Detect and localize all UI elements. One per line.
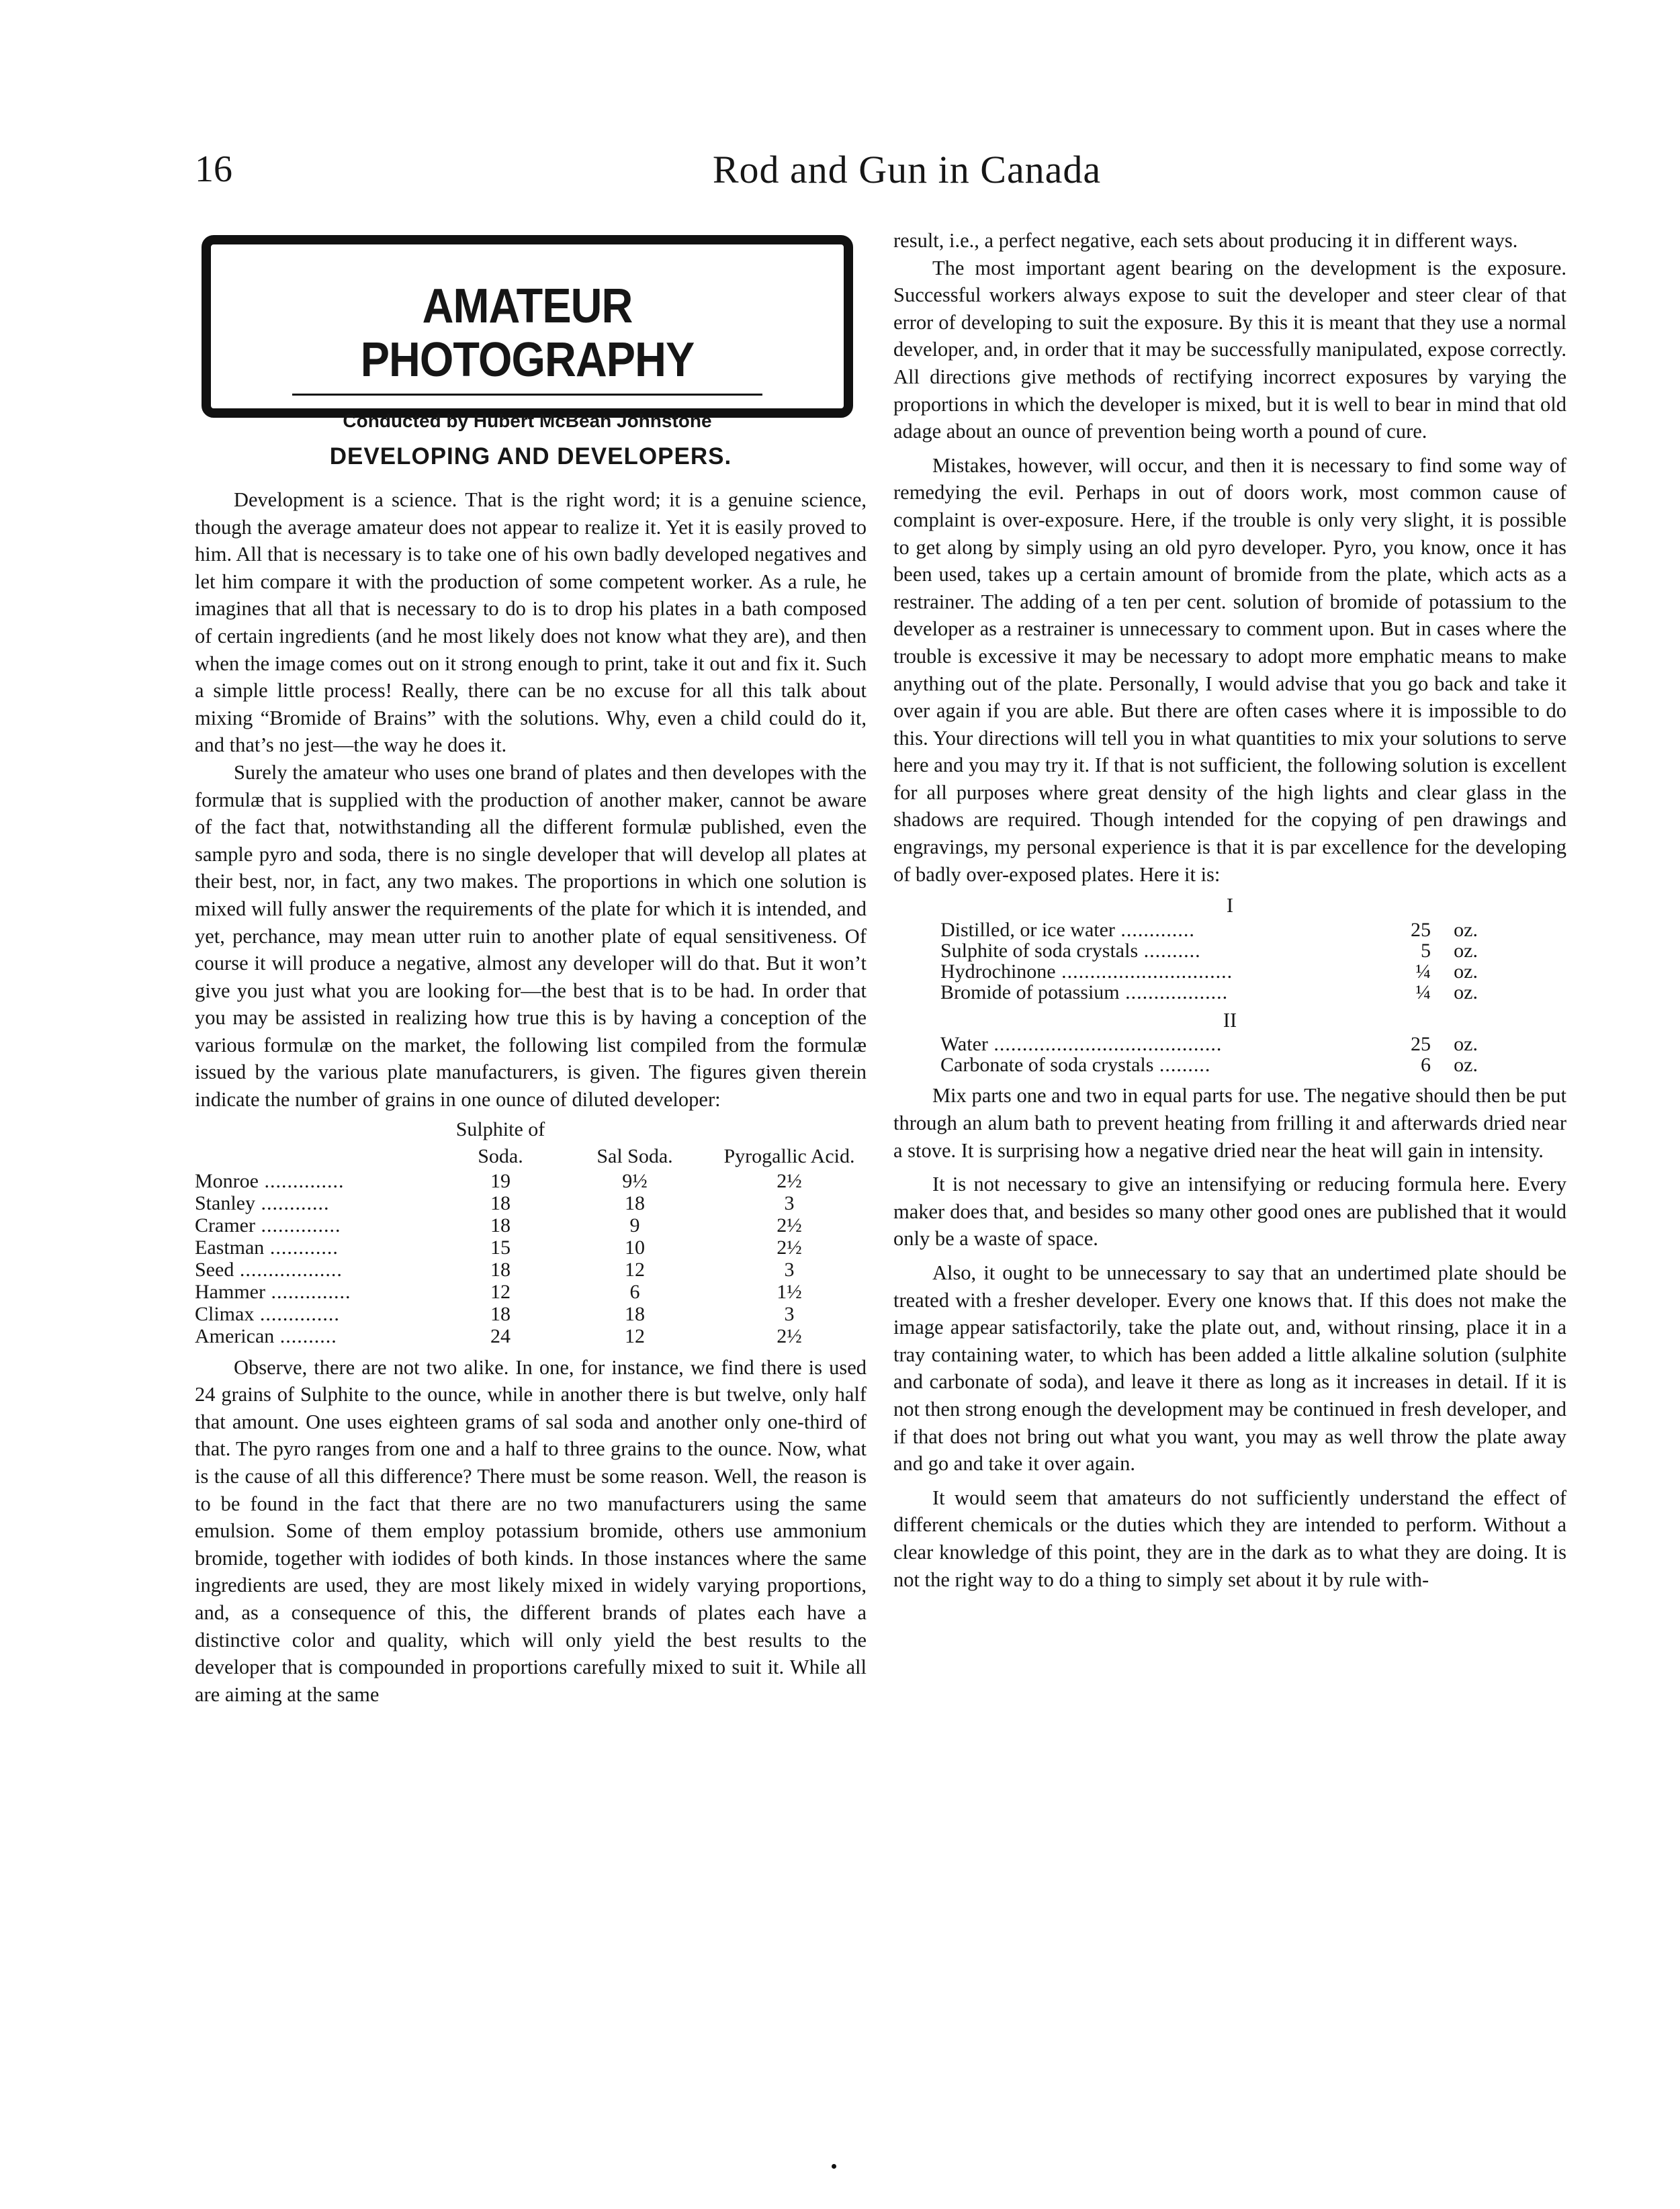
leader-dots: .............................. xyxy=(1055,960,1233,983)
table-row xyxy=(195,1325,860,1347)
leader-dots: ............ xyxy=(264,1236,339,1259)
formula-ingredient xyxy=(940,1054,1384,1075)
table-cell-sal-soda: 12 xyxy=(625,1258,645,1281)
formula-quantity: ¼ xyxy=(1415,981,1431,1003)
formula-unit: oz. xyxy=(1454,918,1478,941)
table-cell-sal-soda: 10 xyxy=(625,1236,645,1259)
formula-quantity: ¼ xyxy=(1415,960,1431,983)
table-cell-pyro: 3 xyxy=(784,1302,795,1325)
table-row xyxy=(195,1259,860,1281)
ingredient-name: Carbonate of soda crystals xyxy=(940,1054,1154,1077)
table-cell-pyro: 2½ xyxy=(777,1169,802,1192)
table-row xyxy=(195,1303,860,1325)
table-row xyxy=(195,1214,860,1236)
formula-ingredient xyxy=(940,961,1384,982)
formula-row xyxy=(940,940,1478,961)
leader-dots: .............. xyxy=(258,1169,345,1192)
paragraph: Development is a science. That is the right word; it is a genuine science, though the average amateur does not appear to realize it. Yet it is easily proved to him. All that is necessary is to take one of his own badly developed negatives and let him compare it with the production of some competent worker. As a rule, he imagines that all that is necessary to do is to drop his plates in a bath composed of certain ingredients (and he most likely does not know what they are), and then when the image comes out on it strong enough to print, take it out and fix it. Such a simple little process! Really, there can be no excuse for all this talk about mixing “Bromide of Brains” with the solutions. Why, even a child could do it, and that’s no jest—the way he does it. xyxy=(195,488,867,757)
leader-dots: ............ xyxy=(255,1191,330,1214)
table-cell-maker xyxy=(195,1170,450,1192)
table-header-cell: Pyrogallic Acid. xyxy=(723,1144,855,1167)
table-row xyxy=(195,1236,860,1259)
maker-name: Monroe xyxy=(195,1169,259,1192)
leader-dots: .............. xyxy=(265,1280,351,1303)
table-cell-pyro: 3 xyxy=(784,1191,795,1214)
maker-name: American xyxy=(195,1324,275,1347)
formula-unit: oz. xyxy=(1454,981,1478,1003)
table-cell-sal-soda: 12 xyxy=(625,1324,645,1347)
maker-name: Stanley xyxy=(195,1191,255,1214)
formula-ingredient xyxy=(940,982,1384,1003)
formula-quantity: 25 xyxy=(1411,918,1431,941)
formula-part-one xyxy=(940,919,1478,1003)
running-head: Rod and Gun in Canada xyxy=(712,148,1102,191)
table-cell-sulphite: 19 xyxy=(490,1169,511,1192)
paragraph: Also, it ought to be unnecessary to say that an undertimed plate should be treated with a fresher developer. Every one knows that. If this does not make the image appear satisfactorily, take the plate out, and, without rinsing, place it in a tray containing water, to which has been added a little alkaline solution (sulphite and carbonate of soda), and leave it there as long as it increases in detail. If it is not then strong enough the development may be continued in fresh developer, and if that does not bring out what you want, you may as well throw the plate away and go and take it over again. xyxy=(893,1261,1566,1476)
table-cell-pyro: 2½ xyxy=(777,1214,802,1236)
formula-row xyxy=(940,919,1478,940)
formula-quantity: 5 xyxy=(1421,939,1431,962)
ingredient-name: Sulphite of soda crystals xyxy=(940,939,1139,962)
leader-dots: .............. xyxy=(255,1214,341,1236)
table-row xyxy=(195,1170,860,1192)
paragraph: The most important agent bearing on the development is the exposure. Successful workers always expose to suit the developer and steer clear of that error of developing to suit the exposure. By this it is meant that they use a normal developer, and, in order that it may be successfully manipulated, expose correctly. All directions give methods of rectifying incorrect exposures by varying the proportions in which the developer is mixed, but it is well to bear in mind that old adage about an ounce of prevention being worth a pound of cure. xyxy=(893,256,1566,443)
formula-part-two-label: II xyxy=(1223,1008,1237,1032)
table-cell-maker xyxy=(195,1214,450,1236)
table-row xyxy=(195,1192,860,1214)
table-cell-sulphite: 15 xyxy=(490,1236,511,1259)
page-number: 16 xyxy=(195,148,232,190)
table-cell-sulphite: 18 xyxy=(490,1258,511,1281)
paragraph: result, i.e., a perfect negative, each sets about producing it in different ways. xyxy=(893,229,1518,252)
table-cell-sulphite: 18 xyxy=(490,1214,511,1236)
table-cell-sulphite: 18 xyxy=(490,1191,511,1214)
banner-rule xyxy=(292,394,762,396)
maker-name: Climax xyxy=(195,1302,255,1325)
grains-table xyxy=(195,1116,860,1347)
right-column xyxy=(893,227,1566,1593)
formula-row xyxy=(940,982,1478,1003)
paragraph: Observe, there are not two alike. In one, for instance, we find there is used 24 grains of Sulphite to the ounce, while in another there is but twelve, only half that amount. One uses eighteen grams of sal soda and another only one-third of that. The pyro ranges from one and a half to three grains to the ounce. Now, what is the cause of all this difference? There must be some reason. Well, the reason is to be found in the fact that there are no two manufacturers using the same emulsion. Some of them employ potassium bromide, others use ammonium bromide, together with iodides of both kinds. In those instances where the same ingredients are used, they are most likely mixed in widely varying proportions, and, as a consequence of this, the different brands of plates each have a distinctive color and quality, which will only yield the best results to the developer that is compounded in proportions carefully mixed to suit it. While all are aiming at the same xyxy=(195,1355,867,1706)
formula-part-two xyxy=(940,1034,1478,1075)
formula-quantity: 25 xyxy=(1411,1033,1431,1056)
ingredient-name: Bromide of potassium xyxy=(940,981,1120,1003)
paragraph: Surely the amateur who uses one brand of plates and then developes with the formulæ that is supplied with the production of another maker, cannot be aware of the fact that, notwithstanding all the different formulæ published, even the sample pyro and soda, there is no single developer that will develop all plates at their best, nor, in fact, any two makes. The proportions in which one solution is mixed will fully answer the requirements of the plate for which it is intended, and yet, perchance, may mean utter ruin to another plate of equal sensitiveness. Of course it will produce a negative, almost any developer will do that. But it won’t give you just what you are looking for—the best that is to be had. In order that you may be assisted in realizing how true this is by having a conception of the various formulæ on the market, the following list compiled from the formulæ issued by the various plate manufacturers, is given. The figures given therein indicate the number of grains in one ounce of diluted developer: xyxy=(195,760,867,1112)
formula-unit: oz. xyxy=(1454,1033,1478,1056)
leader-dots: .............. xyxy=(254,1302,340,1325)
table-cell-maker xyxy=(195,1325,450,1347)
table-cell-sulphite: 24 xyxy=(490,1324,511,1347)
table-cell-pyro: 3 xyxy=(784,1258,795,1281)
leader-dots: .......... xyxy=(274,1324,337,1347)
ingredient-name: Hydrochinone xyxy=(940,960,1056,983)
formula-row xyxy=(940,1054,1478,1075)
table-cell-maker xyxy=(195,1303,450,1325)
formula-ingredient xyxy=(940,940,1384,961)
paragraph: Mistakes, however, will occur, and then it is necessary to find some way of remedying the evil. Perhaps in out of doors work, most common cause of complaint is over-exposure. Here, if the trouble is only very slight, it is possible to get along by simply using an old pyro developer. Pyro, you know, once it has been used, takes up a certain amount of bromide from the plate, which acts as a restrainer. The adding of a ten per cent. solution of bromide of potassium to the developer as a restrainer is unnecessary to comment upon. But in cases where the trouble is excessive it may be necessary to adopt more emphatic means to make anything out of the plate. Personally, I would advise that you go back and take it over again if you are able. But there are often cases where it is impossible to do this. Your directions will tell you in what quantities to mix your solutions to serve here and you may try it. If that is not sufficient, the following solution is excellent for all purposes where great density of the high lights and clear glass in the shadows are required. Though intended for the copying of pen drawings and engravings, my personal experience is that it is par excellence for the developing of badly over-exposed plates. Here it is: xyxy=(893,453,1566,886)
formula-row xyxy=(940,1034,1478,1054)
banner-subtitle: Conducted by Hubert McBean Johnstone xyxy=(343,410,712,431)
table-cell-maker xyxy=(195,1192,450,1214)
article-heading: DEVELOPING AND DEVELOPERS. xyxy=(329,443,732,469)
table-cell-sulphite: 12 xyxy=(490,1280,511,1303)
formula-part-one-label: I xyxy=(1226,894,1234,917)
formula-unit: oz. xyxy=(1454,1054,1478,1077)
page-ornament xyxy=(832,2164,836,2169)
leader-dots: .................. xyxy=(1119,981,1229,1003)
table-header-cell xyxy=(195,1116,450,1170)
leader-dots: ......... xyxy=(1153,1054,1211,1077)
ingredient-name: Distilled, or ice water xyxy=(940,918,1115,941)
table-cell-sal-soda: 18 xyxy=(625,1302,645,1325)
leader-dots: .......... xyxy=(1138,939,1201,962)
ingredient-name: Water xyxy=(940,1033,988,1056)
table-cell-sal-soda: 18 xyxy=(625,1191,645,1214)
table-header-row xyxy=(195,1116,860,1170)
left-column xyxy=(195,222,867,1708)
table-cell-sal-soda: 9½ xyxy=(622,1169,648,1192)
table-cell-maker xyxy=(195,1281,450,1303)
maker-name: Cramer xyxy=(195,1214,255,1236)
table-cell-sulphite: 18 xyxy=(490,1302,511,1325)
banner-title: AMATEUR PHOTOGRAPHY xyxy=(360,279,695,387)
table-header-cell: Sulphite of Soda. xyxy=(455,1118,545,1167)
formula-unit: oz. xyxy=(1454,939,1478,962)
table-cell-pyro: 1½ xyxy=(777,1280,802,1303)
leader-dots: .................. xyxy=(234,1258,343,1281)
leader-dots: ........................................ xyxy=(987,1033,1223,1056)
table-cell-sal-soda: 6 xyxy=(629,1280,640,1303)
leader-dots: ............. xyxy=(1114,918,1195,941)
table-cell-maker xyxy=(195,1259,450,1281)
formula-row xyxy=(940,961,1478,982)
department-banner xyxy=(202,235,853,431)
maker-name: Hammer xyxy=(195,1280,265,1303)
paragraph: Mix parts one and two in equal parts for use. The negative should then be put through an alum bath to prevent heating from frilling it and afterwards dried near a stove. It is surprising how a negative dried near the heat will gain in intensity. xyxy=(893,1084,1566,1162)
maker-name: Seed xyxy=(195,1258,234,1281)
table-cell-pyro: 2½ xyxy=(777,1324,802,1347)
formula-unit: oz. xyxy=(1454,960,1478,983)
table-cell-maker xyxy=(195,1236,450,1259)
table-cell-pyro: 2½ xyxy=(777,1236,802,1259)
table-cell-sal-soda: 9 xyxy=(629,1214,640,1236)
paragraph: It is not necessary to give an intensifying or reducing formula here. Every maker does that, and besides so many other good ones are published that it would only be a waste of space. xyxy=(893,1173,1566,1251)
formula-ingredient xyxy=(940,1034,1384,1054)
table-header-cell: Sal Soda. xyxy=(596,1144,673,1167)
formula-ingredient xyxy=(940,919,1384,940)
maker-name: Eastman xyxy=(195,1236,265,1259)
table-row xyxy=(195,1281,860,1303)
paragraph: It would seem that amateurs do not sufficiently understand the effect of different chemicals or the duties which they are intended to perform. Without a clear knowledge of this point, they are in the dark as to what they are doing. It is not the right way to do a thing to simply set about it by rule with- xyxy=(893,1486,1566,1591)
formula-quantity: 6 xyxy=(1421,1054,1431,1077)
